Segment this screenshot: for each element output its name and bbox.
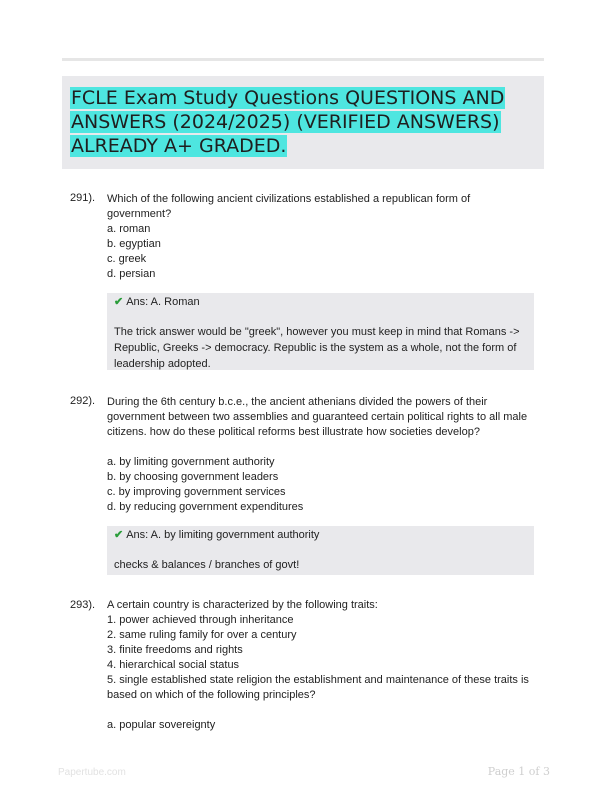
question-line: 5. single established state religion the establishment and maintenance of these traits is based on which of the following principles? [107,674,529,701]
question-text [107,598,537,703]
question-text: Which of the following ancient civilizations established a republican form of government? [107,193,471,220]
answer-explanation: checks & balances / branches of govt! [114,559,300,571]
option: d. by reducing government expenditures [107,501,304,513]
question-number: 292). [70,395,96,407]
question-line: A certain country is characterized by the following traits: [107,599,378,611]
answer-box [107,293,534,370]
answer-explanation: The trick answer would be "greek", however you must keep in mind that Romans -> Republic, Greeks -> democracy. Republic is the system as a whole, not the form of leadership adopted. [114,326,520,370]
question-line: 4. hierarchical social status [107,659,240,671]
question-text: During the 6th century b.c.e., the ancient athenians divided the powers of their government between two assemblies and guaranteed certain political rights to all male citizens. how do these political reforms best illustrate how societies develop? [107,396,528,438]
options-list [107,222,161,282]
footer-watermark: Papertube.com [58,767,126,778]
answer-text: Ans: A. Roman [126,296,200,308]
question-number: 293). [70,599,96,611]
option: b. by choosing government leaders [107,471,279,483]
question-number: 291). [70,192,96,204]
option: d. persian [107,268,156,280]
answer-text: Ans: A. by limiting government authority [126,529,320,541]
option: b. egyptian [107,238,161,250]
page-title: FCLE Exam Study Questions QUESTIONS AND ANSWERS (2024/2025) (VERIFIED ANSWERS) ALREADY A+ GRADED. [71,87,505,157]
page-number: Page 1 of 3 [487,765,550,778]
options-list [107,718,215,733]
answer-box [107,526,534,575]
options-list [107,455,303,515]
answer-line [114,294,200,310]
option: a. roman [107,223,151,235]
top-divider [62,58,544,61]
option: a. popular sovereignty [107,719,216,731]
option: c. greek [107,253,147,265]
check-icon: ✔ [114,529,124,541]
question-line: 1. power achieved through inheritance [107,614,294,626]
question-line: 2. same ruling family for over a century [107,629,297,641]
answer-line [114,527,319,543]
option: c. by improving government services [107,486,286,498]
question-line: 3. finite freedoms and rights [107,644,243,656]
check-icon: ✔ [114,296,124,308]
option: a. by limiting government authority [107,456,275,468]
title-box [62,76,544,169]
